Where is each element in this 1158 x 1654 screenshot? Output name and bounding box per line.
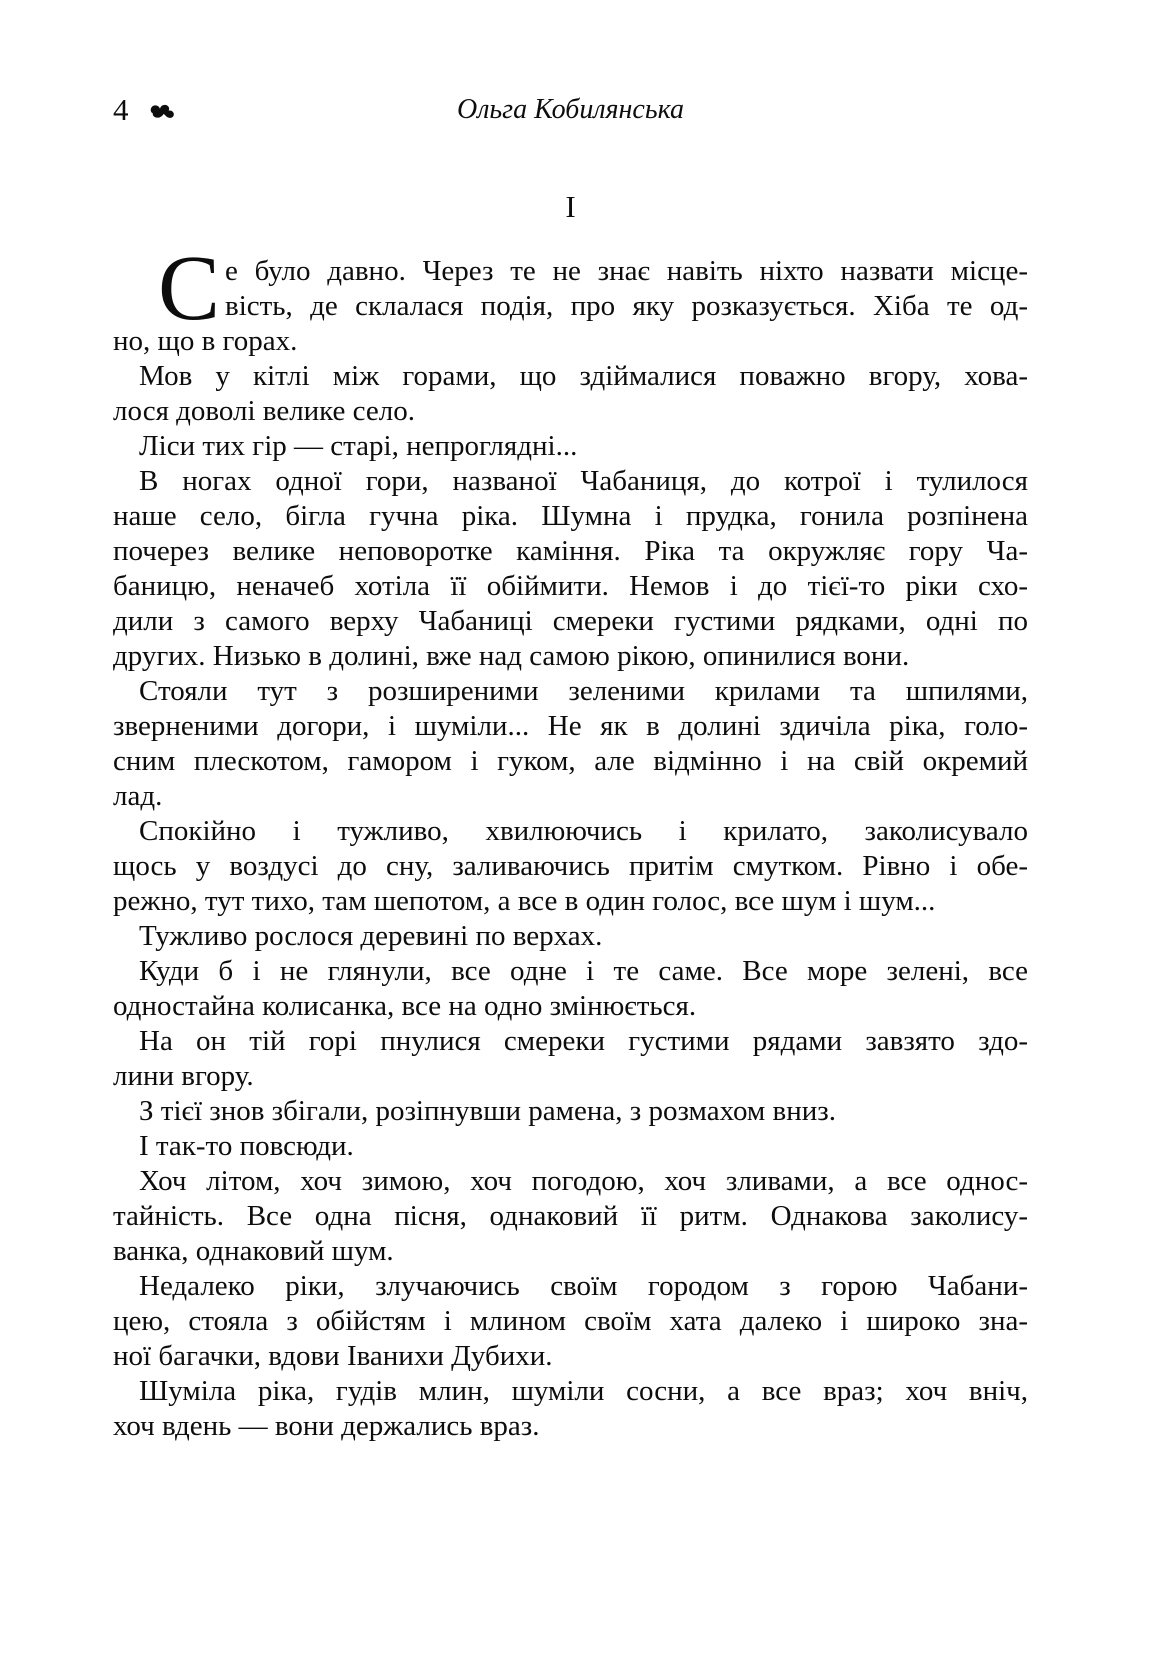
text-line: Спокійно і тужливо, хвилюючись і крилато, заколисувало [139, 815, 1028, 847]
text-line: сним плескотом, гамором і гуком, але відмінно і на свій окремий [113, 745, 1028, 777]
paragraph [113, 1024, 1028, 1094]
paragraph [113, 464, 1028, 674]
paragraph [113, 1374, 1028, 1444]
text-line: Ліси тих гір — старі, непроглядні... [139, 430, 578, 462]
text-line: Шуміла ріка, гудів млин, шуміли сосни, а все враз; хоч вніч, [139, 1375, 1028, 1407]
text-line: е було давно. Через те не знає навіть ніхто назвати місце- [225, 255, 1028, 287]
drop-cap: С [158, 237, 221, 340]
text-line: Стояли тут з розширеними зеленими крилами та шпилями, [139, 675, 1028, 707]
paragraph [113, 674, 1028, 814]
paragraph [113, 359, 1028, 429]
text-line: Тужливо рослося деревині по верхах. [139, 920, 603, 952]
text-line: На он тій горі пнулися смереки густими рядами завзято здо- [139, 1025, 1028, 1057]
paragraph [113, 1269, 1028, 1374]
paragraph [113, 237, 1028, 359]
text-line: почерез велике неповоротке каміння. Ріка та окружляє гору Ча- [113, 535, 1028, 567]
text-line: ної багачки, вдови Іванихи Дубихи. [113, 1340, 553, 1372]
text-line: І так-то повсюди. [139, 1130, 354, 1162]
text-line: тайність. Все одна пісня, однаковий її ритм. Однакова заколису- [113, 1200, 1028, 1232]
text-line: цею, стояла з обійстям і млином своїм хата далеко і широко зна- [113, 1305, 1028, 1337]
text-line: лини вгору. [113, 1060, 254, 1092]
text-line: хоч вдень — вони держались враз. [113, 1410, 540, 1442]
body-text [113, 237, 1028, 1444]
text-line: других. Низько в долині, вже над самою рікою, опинилися вони. [113, 640, 910, 672]
text-line: В ногах одної гори, названої Чабаниця, до котрої і тулилося [139, 465, 1028, 497]
text-line: Недалеко ріки, злучаючись своїм городом з горою Чабани- [139, 1270, 1028, 1302]
paragraph [113, 814, 1028, 919]
text-line: но, що в горах. [113, 325, 298, 357]
text-line: зверненими догори, і шуміли... Не як в долині здичіла ріка, голо- [113, 710, 1028, 742]
paragraph [113, 1129, 1028, 1164]
text-line: З тієї знов збігали, розіпнувши рамена, з розмахом вниз. [139, 1095, 836, 1127]
text-line: Хоч літом, хоч зимою, хоч погодою, хоч зливами, а все однос- [139, 1165, 1028, 1197]
paragraph [113, 429, 1028, 464]
text-line: щось у воздусі до сну, заливаючись притім смутком. Рівно і обе- [113, 850, 1028, 882]
paragraph [113, 1094, 1028, 1129]
page-number: 4 [113, 92, 129, 127]
text-line: вість, де склалася подія, про яку розказується. Хіба те од- [225, 290, 1028, 322]
text-line: баницю, неначеб хотіла її обіймити. Немов і до тієї-то ріки схо- [113, 570, 1028, 602]
text-line: ванка, однаковий шум. [113, 1235, 394, 1267]
text-line: Куди б і не глянули, все одне і те саме. Все море зелені, все [139, 955, 1028, 987]
text-line: режно, тут тихо, там шепотом, а все в один голос, все шум і шум... [113, 885, 936, 917]
text-line: одностайна колисанка, все на одно змінюється. [113, 990, 697, 1022]
paragraph [113, 954, 1028, 1024]
text-line: лося доволі велике село. [113, 395, 415, 427]
paragraph [113, 1164, 1028, 1269]
chapter-numeral: I [565, 189, 576, 224]
text-line: дили з самого верху Чабаниці смереки густими рядками, одні по [113, 605, 1028, 637]
text-line: Мов у кітлі між горами, що здіймалися поважно вгору, хова- [139, 360, 1028, 392]
running-header-author: Ольга Кобилянська [456, 94, 685, 125]
running-header [113, 92, 1028, 132]
text-line: наше село, бігла гучна ріка. Шумна і прудка, гонила розпінена [113, 500, 1028, 532]
paragraph [113, 919, 1028, 954]
text-line: лад. [113, 780, 163, 812]
